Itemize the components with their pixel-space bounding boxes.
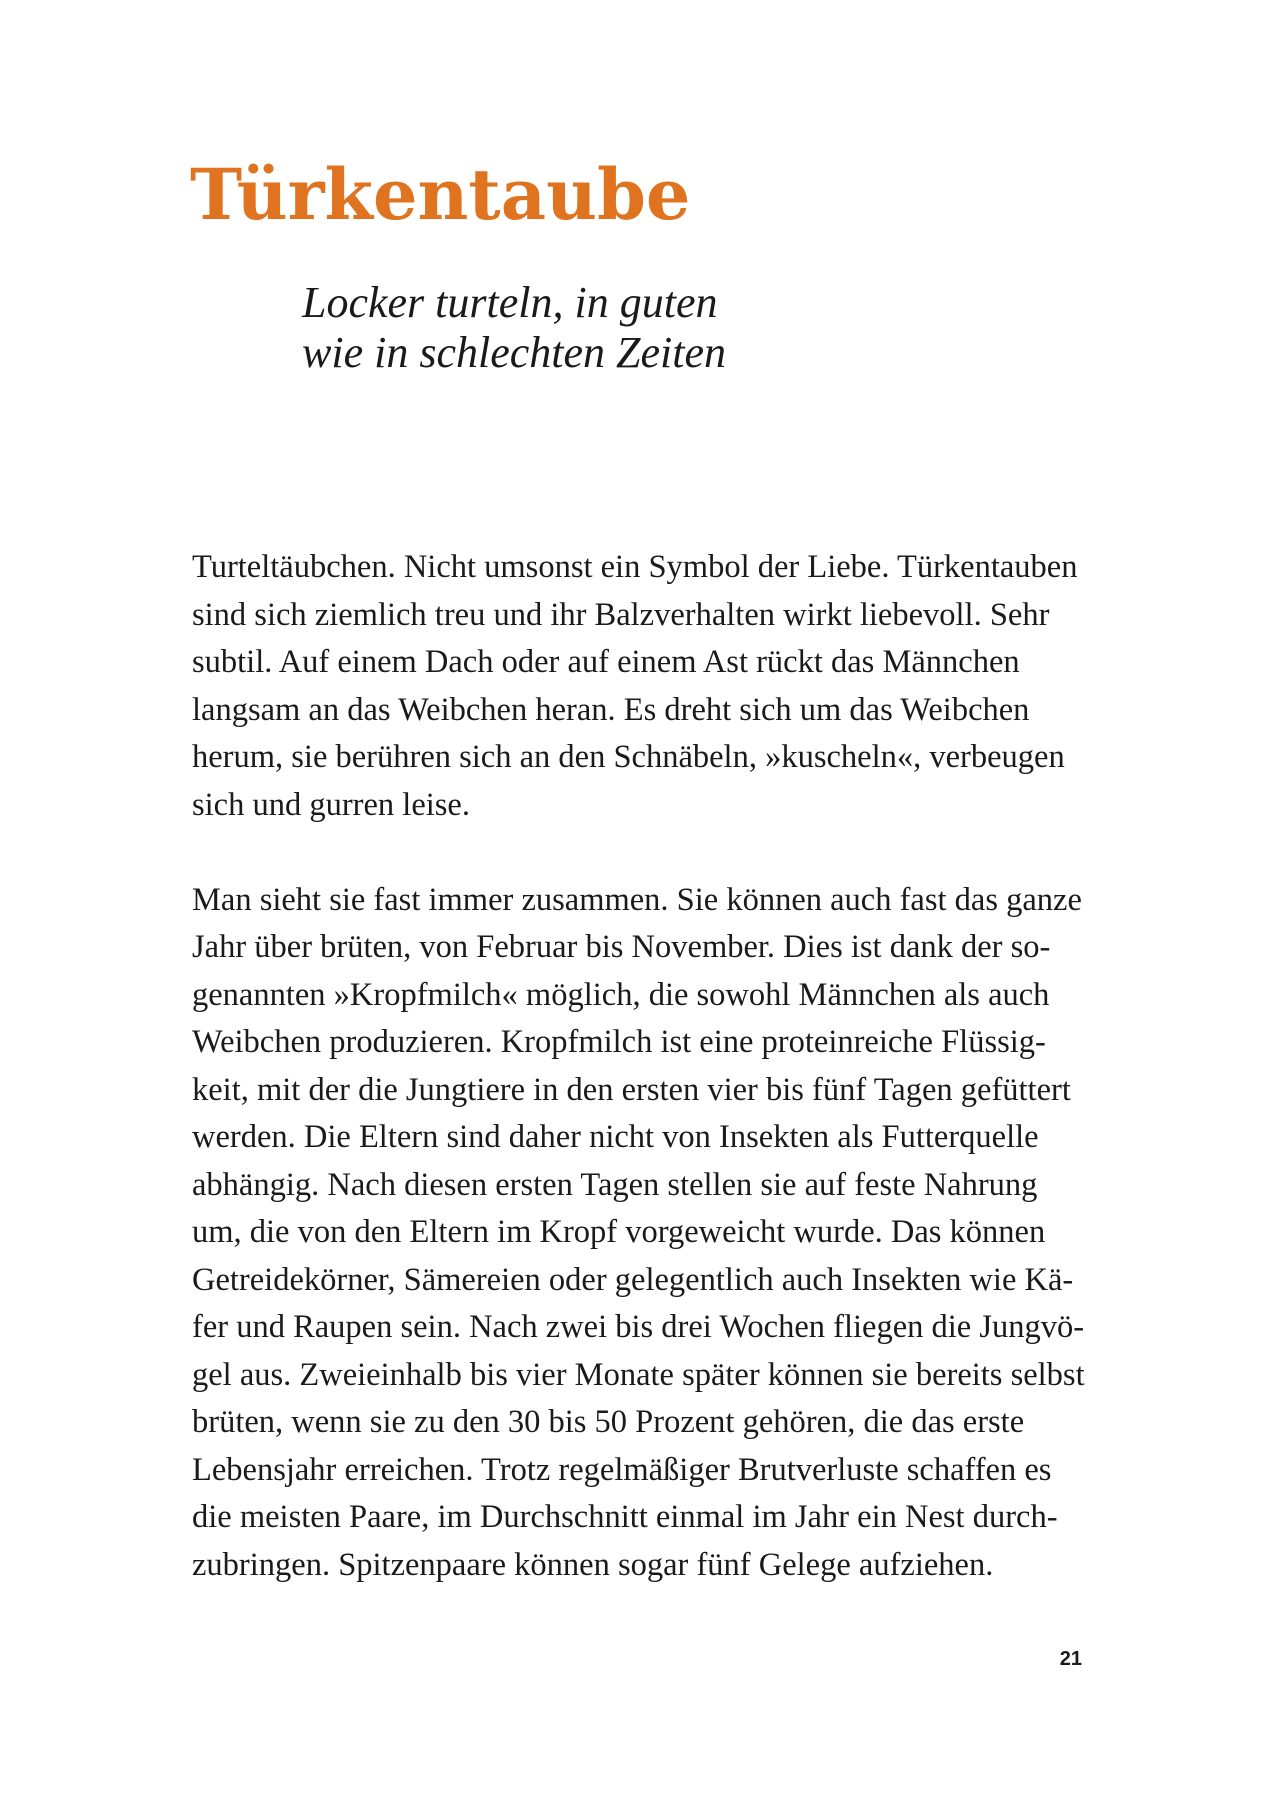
text-line: fer und Raupen sein. Nach zwei bis drei Wochen fliegen die Jungvö- <box>192 1309 1085 1345</box>
text-line: um, die von den Eltern im Kropf vorgeweicht wurde. Das können <box>192 1214 1046 1250</box>
subtitle-line: wie in schlechten Zeiten <box>302 328 726 377</box>
text-line: herum, sie berühren sich an den Schnäbeln, »kuscheln«, verbeugen <box>192 739 1065 775</box>
text-line: Turteltäubchen. Nicht umsonst ein Symbol der Liebe. Türkentauben <box>192 549 1078 585</box>
text-line: sich und gurren leise. <box>192 786 470 823</box>
text-line: abhängig. Nach diesen ersten Tagen stellen sie auf feste Nahrung <box>192 1166 1038 1203</box>
text-line: Man sieht sie fast immer zusammen. Sie können auch fast das ganze <box>192 881 1082 918</box>
text-line: Getreidekörner, Sämereien oder gelegentlich auch Insekten wie Kä- <box>192 1261 1074 1298</box>
text-line: sind sich ziemlich treu und ihr Balzverhalten wirkt liebevoll. Sehr <box>192 596 1050 633</box>
text-line: zubringen. Spitzenpaare können sogar fünf Gelege aufziehen. <box>192 1546 994 1583</box>
text-line: genannten »Kropfmilch« möglich, die sowohl Männchen als auch <box>192 976 1050 1013</box>
text-line: gel aus. Zweieinhalb bis vier Monate später können sie bereits selbst <box>192 1356 1085 1393</box>
chapter-title: Türkentaube <box>190 153 691 236</box>
subtitle-line: Locker turteln, in guten <box>302 278 718 327</box>
text-line: Jahr über brüten, von Februar bis November. Dies ist dank der so- <box>192 929 1051 965</box>
text-line: subtil. Auf einem Dach oder auf einem Ast rückt das Männchen <box>192 644 1020 680</box>
text-line: Lebensjahr erreichen. Trotz regelmäßiger Brutverluste schaffen es <box>192 1451 1052 1488</box>
text-line: die meisten Paare, im Durchschnitt einmal im Jahr ein Nest durch- <box>192 1499 1058 1535</box>
text-line: Weibchen produzieren. Kropfmilch ist eine proteinreiche Flüssig- <box>192 1024 1046 1060</box>
body-text <box>192 544 1092 1589</box>
text-line: brüten, wenn sie zu den 30 bis 50 Prozent gehören, die das erste <box>192 1404 1025 1440</box>
text-line: keit, mit der die Jungtiere in den ersten vier bis fünf Tagen gefüttert <box>192 1071 1071 1108</box>
paragraph-1 <box>192 544 1092 829</box>
text-line: langsam an das Weibchen heran. Es dreht sich um das Weibchen <box>192 691 1030 728</box>
page-number: 21 <box>1059 1648 1082 1670</box>
text-line: werden. Die Eltern sind daher nicht von Insekten als Futterquelle <box>192 1119 1039 1155</box>
paragraph-2 <box>192 877 1092 1590</box>
chapter-subtitle <box>302 278 726 378</box>
